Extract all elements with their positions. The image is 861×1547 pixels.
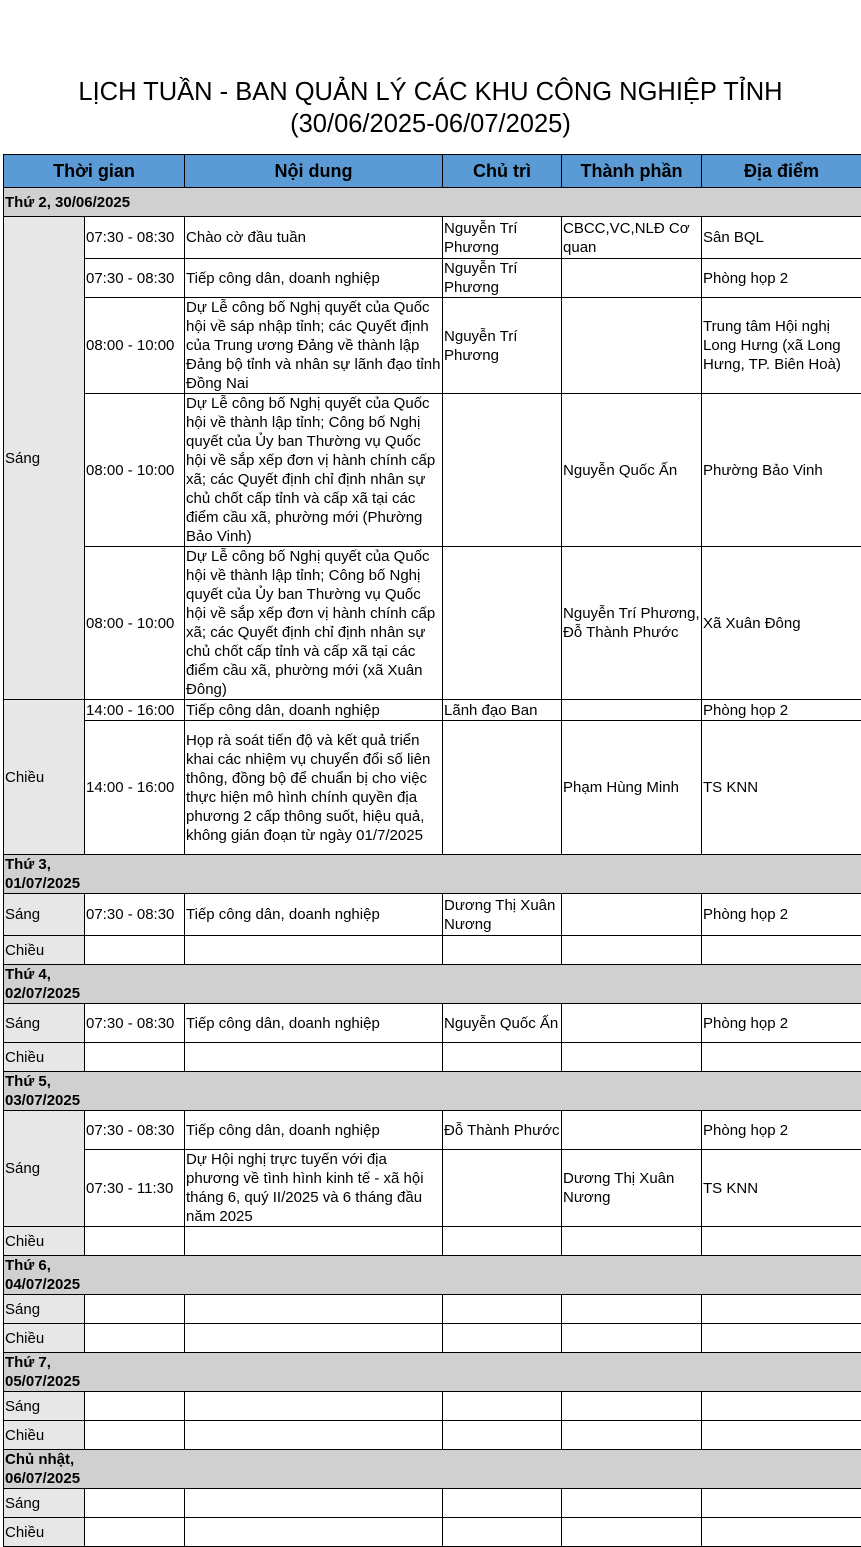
participants-cell — [562, 1421, 702, 1450]
participants-cell — [562, 1043, 702, 1072]
participants-cell — [562, 1111, 702, 1150]
location-cell — [702, 936, 861, 965]
location-cell — [702, 1489, 861, 1518]
participants-cell — [562, 700, 702, 721]
participants-cell — [562, 1324, 702, 1353]
table-row — [4, 1324, 861, 1353]
location-cell — [702, 1295, 861, 1324]
session-label: Chiều — [4, 1421, 85, 1450]
content-cell: Tiếp công dân, doanh nghiệp — [185, 894, 443, 936]
content-cell — [185, 1489, 443, 1518]
chair-cell — [443, 721, 562, 855]
table-row — [4, 1392, 861, 1421]
location-cell — [702, 1421, 861, 1450]
table-row — [4, 721, 861, 855]
header-time: Thời gian — [4, 155, 185, 188]
table-row — [4, 1227, 861, 1256]
content-cell — [185, 1324, 443, 1353]
table-row — [4, 259, 861, 298]
time-cell — [85, 1295, 185, 1324]
content-cell: Họp rà soát tiến độ và kết quả triển khai các nhiệm vụ chuyển đổi số liên thông, đồng bộ để chuẩn bị cho việc thực hiện mô hình chính quyền địa phương 2 cấp thông suốt, hiệu quả, không gián đoạn từ ngày 01/7/2025 — [185, 721, 443, 855]
participants-cell — [562, 1518, 702, 1547]
title-line-2: (30/06/2025-06/07/2025) — [290, 110, 571, 138]
content-cell — [185, 936, 443, 965]
time-cell — [85, 1392, 185, 1421]
header-chair: Chủ trì — [443, 155, 562, 188]
table-row — [4, 1043, 861, 1072]
location-cell — [702, 1392, 861, 1421]
content-cell: Tiếp công dân, doanh nghiệp — [185, 1111, 443, 1150]
content-cell — [185, 1227, 443, 1256]
table-row — [4, 1295, 861, 1324]
chair-cell — [443, 394, 562, 547]
header-row — [4, 155, 861, 188]
location-cell — [702, 1324, 861, 1353]
location-cell: Phòng họp 2 — [702, 894, 861, 936]
chair-cell — [443, 1324, 562, 1353]
session-label: Chiều — [4, 1043, 85, 1072]
location-cell: Xã Xuân Đông — [702, 547, 861, 700]
content-cell: Dự Hội nghị trực tuyến với địa phương về tình hình kinh tế - xã hội tháng 6, quý II/2025 và 6 tháng đầu năm 2025 — [185, 1150, 443, 1227]
content-cell — [185, 1043, 443, 1072]
time-cell: 07:30 - 08:30 — [85, 894, 185, 936]
session-label: Sáng — [4, 1489, 85, 1518]
participants-cell — [562, 894, 702, 936]
location-cell — [702, 1227, 861, 1256]
participants-cell: Dương Thị Xuân Nương — [562, 1150, 702, 1227]
location-cell: TS KNN — [702, 1150, 861, 1227]
time-cell — [85, 1421, 185, 1450]
chair-cell — [443, 1489, 562, 1518]
location-cell: Phòng họp 2 — [702, 1111, 861, 1150]
time-cell: 07:30 - 08:30 — [85, 217, 185, 259]
day-row — [4, 965, 861, 1004]
content-cell — [185, 1392, 443, 1421]
time-cell: 08:00 - 10:00 — [85, 394, 185, 547]
session-label: Chiều — [4, 936, 85, 965]
table-row — [4, 547, 861, 700]
chair-cell — [443, 1421, 562, 1450]
time-cell: 14:00 - 16:00 — [85, 721, 185, 855]
chair-cell: Nguyễn Trí Phương — [443, 298, 562, 394]
day-row — [4, 1256, 861, 1295]
location-cell: Phường Bảo Vinh — [702, 394, 861, 547]
time-cell: 14:00 - 16:00 — [85, 700, 185, 721]
day-row — [4, 1072, 861, 1111]
page-title — [0, 76, 861, 140]
time-cell: 07:30 - 08:30 — [85, 1111, 185, 1150]
time-cell: 07:30 - 08:30 — [85, 259, 185, 298]
chair-cell — [443, 1392, 562, 1421]
time-cell: 07:30 - 11:30 — [85, 1150, 185, 1227]
session-label: Chiều — [4, 1324, 85, 1353]
day-row — [4, 1353, 861, 1392]
participants-cell — [562, 1489, 702, 1518]
time-cell — [85, 1227, 185, 1256]
schedule-table — [3, 154, 861, 1547]
participants-cell — [562, 1004, 702, 1043]
day-label: Chủ nhật, 06/07/2025 — [4, 1450, 861, 1489]
content-cell: Dự Lễ công bố Nghị quyết của Quốc hội về thành lập tỉnh; Công bố Nghị quyết của Ủy ban Thường vụ Quốc hội về sắp xếp đơn vị hành chính cấp xã; các Quyết định chỉ định nhân sự chủ chốt cấp tỉnh và cấp xã tại các điểm cầu xã, phường mới (Phường Bảo Vinh) — [185, 394, 443, 547]
chair-cell: Nguyễn Trí Phương — [443, 217, 562, 259]
chair-cell — [443, 1295, 562, 1324]
header-content: Nội dung — [185, 155, 443, 188]
participants-cell: Nguyễn Quốc Ấn — [562, 394, 702, 547]
location-cell — [702, 1043, 861, 1072]
time-cell: 08:00 - 10:00 — [85, 547, 185, 700]
participants-cell — [562, 1392, 702, 1421]
time-cell — [85, 1489, 185, 1518]
participants-cell — [562, 1295, 702, 1324]
title-line-1: LỊCH TUẦN - BAN QUẢN LÝ CÁC KHU CÔNG NGHIỆP TỈNH — [78, 78, 783, 106]
content-cell: Tiếp công dân, doanh nghiệp — [185, 700, 443, 721]
day-label: Thứ 4, 02/07/2025 — [4, 965, 861, 1004]
participants-cell — [562, 298, 702, 394]
participants-cell — [562, 1227, 702, 1256]
participants-cell — [562, 259, 702, 298]
day-label: Thứ 6, 04/07/2025 — [4, 1256, 861, 1295]
time-cell — [85, 1518, 185, 1547]
location-cell: Trung tâm Hội nghị Long Hưng (xã Long Hưng, TP. Biên Hoà) — [702, 298, 861, 394]
time-cell: 08:00 - 10:00 — [85, 298, 185, 394]
content-cell: Dự Lễ công bố Nghị quyết của Quốc hội về sáp nhập tỉnh; các Quyết định của Trung ương Đảng về thành lập Đảng bộ tỉnh và nhân sự lãnh đạo tỉnh Đồng Nai — [185, 298, 443, 394]
content-cell — [185, 1295, 443, 1324]
table-row — [4, 894, 861, 936]
table-row — [4, 1111, 861, 1150]
session-label: Sáng — [4, 1111, 85, 1227]
session-label: Chiều — [4, 1518, 85, 1547]
day-label: Thứ 7, 05/07/2025 — [4, 1353, 861, 1392]
chair-cell — [443, 1518, 562, 1547]
table-row — [4, 936, 861, 965]
day-row — [4, 188, 861, 217]
session-label: Chiều — [4, 700, 85, 855]
location-cell: Phòng họp 2 — [702, 1004, 861, 1043]
participants-cell — [562, 936, 702, 965]
time-cell — [85, 1324, 185, 1353]
schedule-body — [4, 188, 861, 1547]
content-cell — [185, 1421, 443, 1450]
participants-cell: Phạm Hùng Minh — [562, 721, 702, 855]
day-label: Thứ 5, 03/07/2025 — [4, 1072, 861, 1111]
content-cell: Chào cờ đầu tuần — [185, 217, 443, 259]
location-cell: Phòng họp 2 — [702, 700, 861, 721]
table-row — [4, 1004, 861, 1043]
time-cell: 07:30 - 08:30 — [85, 1004, 185, 1043]
chair-cell: Đỗ Thành Phước — [443, 1111, 562, 1150]
content-cell: Tiếp công dân, doanh nghiệp — [185, 1004, 443, 1043]
participants-cell: Nguyễn Trí Phương, Đỗ Thành Phước — [562, 547, 702, 700]
header-participants: Thành phần — [562, 155, 702, 188]
content-cell: Dự Lễ công bố Nghị quyết của Quốc hội về thành lập tỉnh; Công bố Nghị quyết của Ủy ban Thường vụ Quốc hội về sắp xếp đơn vị hành chính cấp xã; các Quyết định chỉ định nhân sự chủ chốt cấp tỉnh và cấp xã tại các điểm cầu xã, phường mới (xã Xuân Đông) — [185, 547, 443, 700]
session-label: Sáng — [4, 1392, 85, 1421]
table-row — [4, 1518, 861, 1547]
table-row — [4, 1489, 861, 1518]
header-location: Địa điểm — [702, 155, 861, 188]
location-cell: Sân BQL — [702, 217, 861, 259]
chair-cell — [443, 547, 562, 700]
content-cell: Tiếp công dân, doanh nghiệp — [185, 259, 443, 298]
day-label: Thứ 2, 30/06/2025 — [4, 188, 861, 217]
table-row — [4, 217, 861, 259]
location-cell — [702, 1518, 861, 1547]
table-row — [4, 1421, 861, 1450]
chair-cell — [443, 1227, 562, 1256]
time-cell — [85, 936, 185, 965]
session-label: Sáng — [4, 217, 85, 700]
day-row — [4, 855, 861, 894]
table-row — [4, 394, 861, 547]
participants-cell: CBCC,VC,NLĐ Cơ quan — [562, 217, 702, 259]
session-label: Sáng — [4, 1004, 85, 1043]
time-cell — [85, 1043, 185, 1072]
location-cell: Phòng họp 2 — [702, 259, 861, 298]
session-label: Chiều — [4, 1227, 85, 1256]
chair-cell: Dương Thị Xuân Nương — [443, 894, 562, 936]
chair-cell: Nguyễn Quốc Ấn — [443, 1004, 562, 1043]
table-row — [4, 298, 861, 394]
chair-cell — [443, 1150, 562, 1227]
chair-cell: Nguyễn Trí Phương — [443, 259, 562, 298]
chair-cell: Lãnh đạo Ban — [443, 700, 562, 721]
session-label: Sáng — [4, 894, 85, 936]
table-row — [4, 1150, 861, 1227]
chair-cell — [443, 1043, 562, 1072]
location-cell: TS KNN — [702, 721, 861, 855]
chair-cell — [443, 936, 562, 965]
table-row — [4, 700, 861, 721]
content-cell — [185, 1518, 443, 1547]
day-row — [4, 1450, 861, 1489]
session-label: Sáng — [4, 1295, 85, 1324]
day-label: Thứ 3, 01/07/2025 — [4, 855, 861, 894]
